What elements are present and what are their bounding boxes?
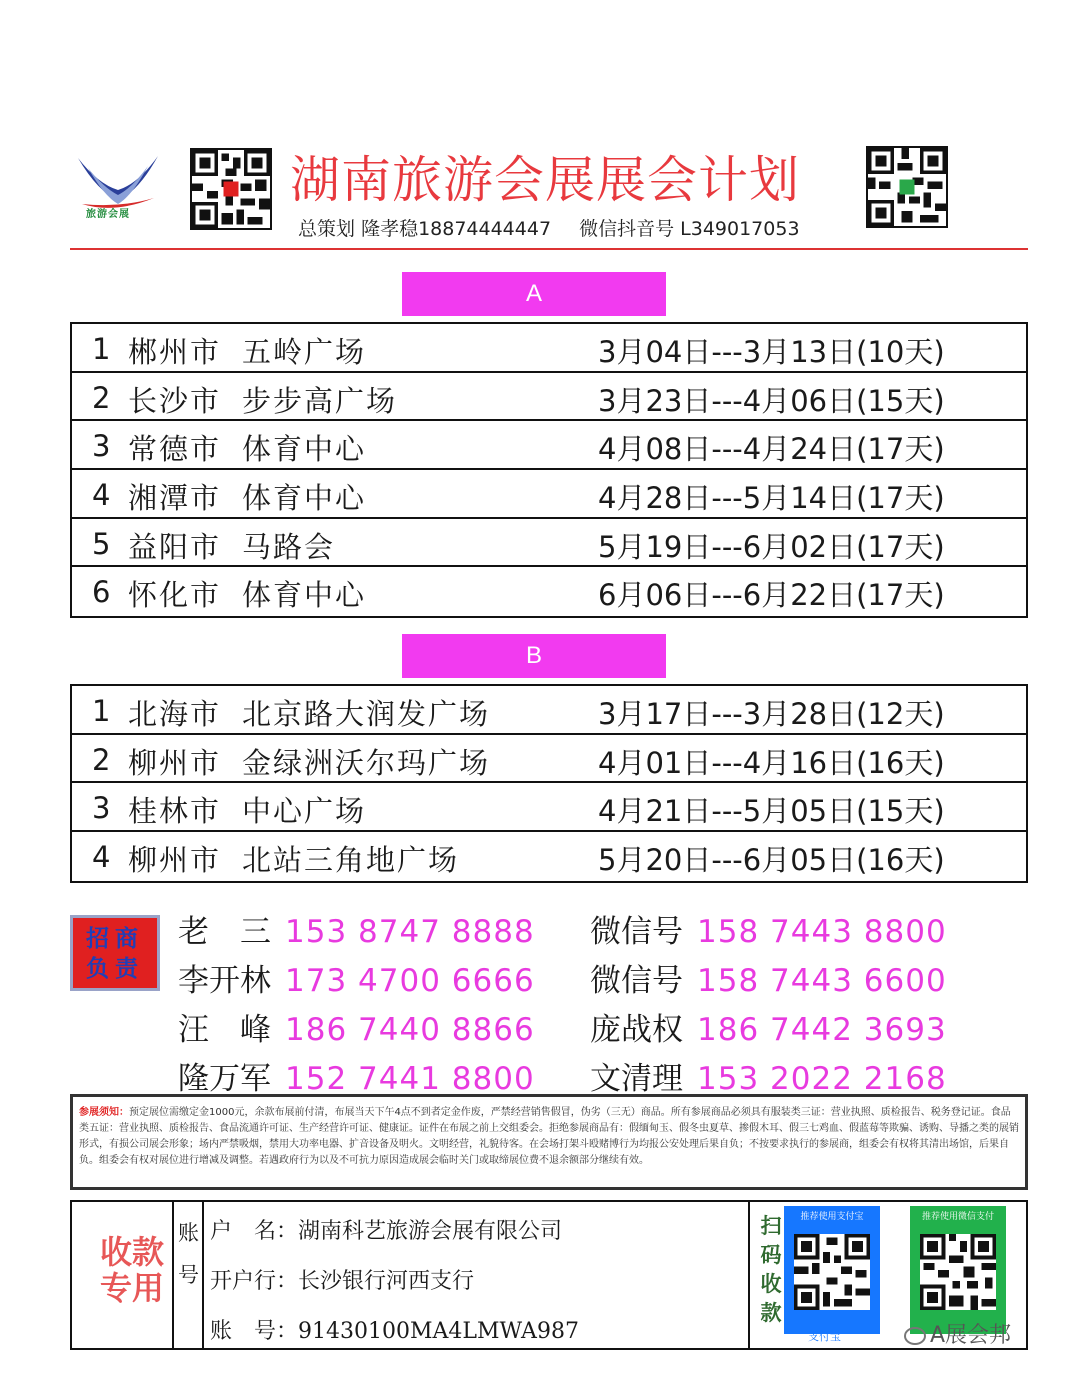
contact-phone: 186 7440 8866 [285, 1012, 535, 1048]
table-row [72, 324, 1026, 373]
contact-entry [590, 906, 947, 951]
venue: 金绿洲沃尔玛广场 [242, 745, 491, 780]
account-number: 91430100MA4LMWA987 [298, 1319, 579, 1344]
alipay-head: 推荐使用支付宝 [800, 1212, 864, 1222]
alipay-qr-card [784, 1206, 880, 1334]
planner-label: 总策划 [298, 218, 356, 240]
table-row [72, 832, 1026, 881]
contact-phone: 153 2022 2168 [697, 1061, 947, 1097]
city: 怀化市 [128, 578, 222, 613]
account-name: 湖南科艺旅游会展有限公司 [298, 1219, 563, 1244]
contact-phone: 186 7442 3693 [697, 1012, 947, 1048]
venue: 步步高广场 [242, 383, 398, 418]
logo-caption: 旅游会展 [86, 209, 130, 220]
wechat-official-icon [904, 1327, 926, 1345]
row-number: 6 [92, 575, 111, 610]
city: 北海市 [128, 697, 222, 731]
row-number: 3 [92, 791, 111, 826]
account-label: 账号 [178, 1221, 199, 1287]
row-number: 4 [92, 840, 111, 875]
wechat-pay-head: 推荐使用微信支付 [921, 1212, 994, 1222]
date-range: 3月23日---4月06日(15天) [598, 383, 945, 418]
section-b-header: B [402, 634, 666, 678]
city: 益阳市 [128, 529, 222, 564]
city: 郴州市 [128, 335, 222, 369]
venue: 体育中心 [242, 578, 367, 613]
watermark-text: A展会邦 [930, 1323, 1012, 1348]
planner-line [298, 214, 800, 241]
contact-name: 老 三 [178, 914, 271, 950]
contact-name: 微信号 [590, 914, 683, 950]
venue: 体育中心 [242, 432, 367, 467]
schedule-table-a [70, 322, 1028, 618]
qr-code [190, 148, 272, 230]
contact-phone: 152 7441 8800 [285, 1061, 535, 1097]
table-row [72, 421, 1026, 470]
table-row [72, 519, 1026, 568]
venue: 马路会 [242, 529, 336, 564]
table-row [72, 567, 1026, 616]
contact-name: 汪 峰 [178, 1012, 271, 1048]
city: 长沙市 [128, 383, 222, 418]
divider [172, 1202, 174, 1348]
exhibitor-notice [70, 1094, 1028, 1190]
contact-entry [590, 1004, 947, 1049]
contact-phone: 153 8747 8888 [285, 914, 535, 950]
row-number: 3 [92, 429, 111, 464]
contact-entry [178, 1053, 535, 1098]
account-number-label: 账 号： [210, 1319, 299, 1344]
notice-label: 参展须知： [79, 1107, 129, 1118]
row-number: 1 [92, 332, 111, 366]
wechat-id: L349017053 [680, 218, 800, 240]
bank-line [210, 1264, 474, 1295]
wechat-pay-qr-code [920, 1234, 996, 1310]
account-name-label: 户 名： [210, 1219, 299, 1244]
bank-name: 长沙银行河西支行 [298, 1269, 475, 1294]
wechat-pay-qr-card [910, 1206, 1006, 1334]
contact-name: 微信号 [590, 963, 683, 999]
row-number: 5 [92, 526, 111, 561]
city: 常德市 [128, 432, 222, 467]
contact-entry [178, 955, 535, 1000]
venue: 五岭广场 [242, 335, 367, 369]
divider [748, 1202, 750, 1348]
contact-phone: 158 7443 6600 [697, 963, 947, 999]
account-name-line [210, 1214, 562, 1245]
table-row [72, 686, 1026, 735]
contact-name: 庞战权 [590, 1012, 683, 1048]
table-row [72, 373, 1026, 422]
city: 柳州市 [128, 745, 222, 780]
row-number: 2 [92, 380, 111, 415]
qr-code [866, 146, 948, 228]
date-range: 5月20日---6月05日(16天) [598, 843, 945, 878]
header-divider [70, 248, 1028, 250]
contact-name: 文清理 [590, 1061, 683, 1097]
venue: 北站三角地广场 [242, 843, 460, 878]
alipay-brand: 支付宝 [808, 1330, 841, 1343]
alipay-qr-code [794, 1234, 870, 1310]
watermark [904, 1318, 1011, 1349]
contact-phone: 173 4700 6666 [285, 963, 535, 999]
contact-name: 隆万军 [178, 1061, 271, 1097]
contact-entry [590, 1053, 947, 1098]
section-a-header: A [402, 272, 666, 316]
city: 桂林市 [128, 794, 222, 829]
venue: 中心广场 [242, 794, 367, 829]
schedule-table-b [70, 684, 1028, 883]
row-number: 4 [92, 478, 111, 513]
date-range: 3月04日---3月13日(10天) [598, 335, 945, 369]
row-number: 2 [92, 742, 111, 777]
scan-label: 扫码收款 [760, 1214, 782, 1325]
contact-entry [590, 955, 947, 1000]
contact-phone: 158 7443 8800 [697, 914, 947, 950]
bank-label: 开户行： [210, 1269, 299, 1294]
table-row [72, 470, 1026, 519]
planner-contact: 隆孝稳18874444447 [361, 218, 552, 240]
venue: 体育中心 [242, 481, 367, 516]
city: 湘潭市 [128, 481, 222, 516]
date-range: 6月06日---6月22日(17天) [598, 578, 945, 613]
date-range: 4月28日---5月14日(17天) [598, 481, 945, 516]
wechat-label: 微信抖音号 [579, 218, 675, 240]
receipt-stamp: 收款专用 [99, 1233, 164, 1307]
investment-badge: 招商负责 [70, 915, 160, 991]
date-range: 3月17日---3月28日(12天) [598, 697, 945, 731]
contact-entry [178, 1004, 535, 1049]
notice-text: 预定展位需缴定金1000元，余款布展前付清，布展当天下午4点不到者定金作废，严禁经营销售假冒，伪劣（三无）商品。所有参展商品必须具有服装类三证：营业执照、质检报告、税务登记证。食品类五证：营业执照、质检报告、食品流通许可证、生产经营许可证、健康证。证件在布展之前上交组委会。拒绝参展商品有：假缅甸玉、假冬虫夏草、掺假木耳、假三七鸡血、假蓝莓等欺骗、诱购、导播之类的展销形式，有损公司展会形象；场内严禁吸烟，禁用大功率电器、扩音设备及明火。文明经营，礼貌待客。在会场打架斗殴赌博行为均报公安处理后果自负；不按要求执行的参展商，组委会有权将其清出场馆，后果自负。组委会有权对展位进行增减及调整。若遇政府行为以及不可抗力原因造成展会临时关门或取缔展位费不退余额部分继续有效。 [79, 1107, 1019, 1166]
date-range: 4月21日---5月05日(15天) [598, 794, 945, 829]
date-range: 4月01日---4月16日(16天) [598, 745, 945, 780]
page-title: 湖南旅游会展展会计划 [290, 151, 800, 209]
payment-panel [70, 1200, 1028, 1350]
contact-name: 李开林 [178, 963, 271, 999]
row-number: 1 [92, 694, 111, 728]
date-range: 4月08日---4月24日(17天) [598, 432, 945, 467]
venue: 北京路大润发广场 [242, 697, 491, 731]
divider [202, 1202, 204, 1348]
date-range: 5月19日---6月02日(17天) [598, 529, 945, 564]
contact-entry [178, 906, 535, 951]
account-number-line [210, 1314, 579, 1345]
table-row [72, 735, 1026, 784]
table-row [72, 783, 1026, 832]
city: 柳州市 [128, 843, 222, 878]
